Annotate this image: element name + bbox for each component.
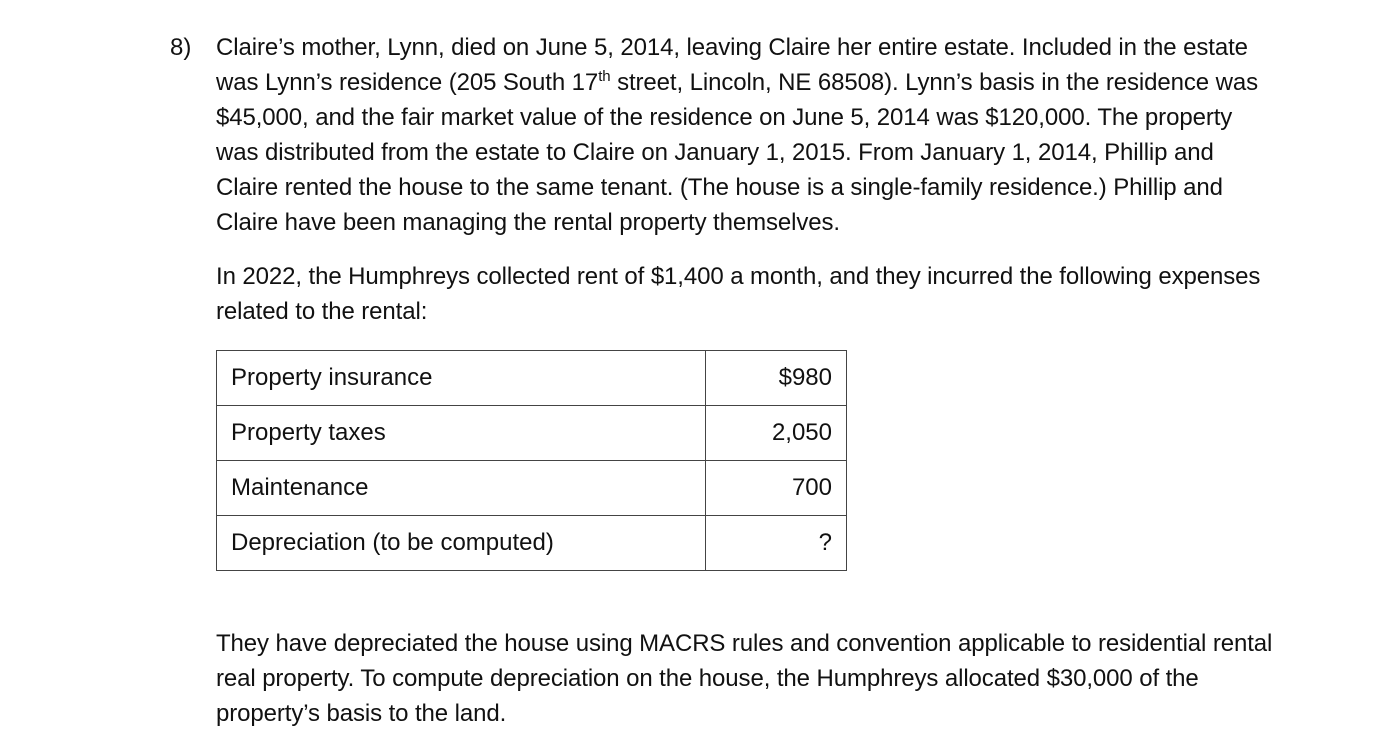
expense-label: Property taxes: [217, 406, 706, 461]
paragraph-estate-text-a: Claire’s mother, Lynn, died on June 5, 2014, leaving Claire her entire estate. Included in the estate was Lynn’s residence (205 South 17: [216, 34, 1248, 96]
table-row: [217, 351, 847, 406]
expenses-table: [216, 350, 847, 571]
paragraph-depreciation: They have depreciated the house using MACRS rules and convention applicable to residential rental real property. To compute depreciation on the house, the Humphreys allocated $30,000 of the property’s basis to the land.: [216, 630, 1273, 727]
table-row: [217, 516, 847, 571]
expense-amount: ?: [706, 516, 847, 571]
paragraph-estate: [216, 30, 1276, 240]
expense-label: Property insurance: [217, 351, 706, 406]
ordinal-suffix: th: [598, 68, 611, 85]
table-row: [217, 406, 847, 461]
paragraph-rent: In 2022, the Humphreys collected rent of $1,400 a month, and they incurred the following expenses related to the rental:: [216, 263, 1261, 325]
table-row: [217, 461, 847, 516]
question-body: [216, 30, 1276, 727]
expense-amount: 700: [706, 461, 847, 516]
paragraph-estate-text-b: street, Lincoln, NE 68508). Lynn’s basis in the residence was $45,000, and the fair market value of the residence on June 5, 2014 was $120,000. The property was distributed from the estate to Claire on January 1, 2015. From January 1, 2014, Phillip and Claire rented the house to the same tenant. (The house is a single-family residence.) Phillip and Claire have been managing the rental property themselves.: [216, 69, 1258, 236]
expense-label: Maintenance: [217, 461, 706, 516]
expense-label: Depreciation (to be computed): [217, 516, 706, 571]
question-number: 8): [170, 34, 192, 61]
expense-amount: $980: [706, 351, 847, 406]
expense-amount: 2,050: [706, 406, 847, 461]
